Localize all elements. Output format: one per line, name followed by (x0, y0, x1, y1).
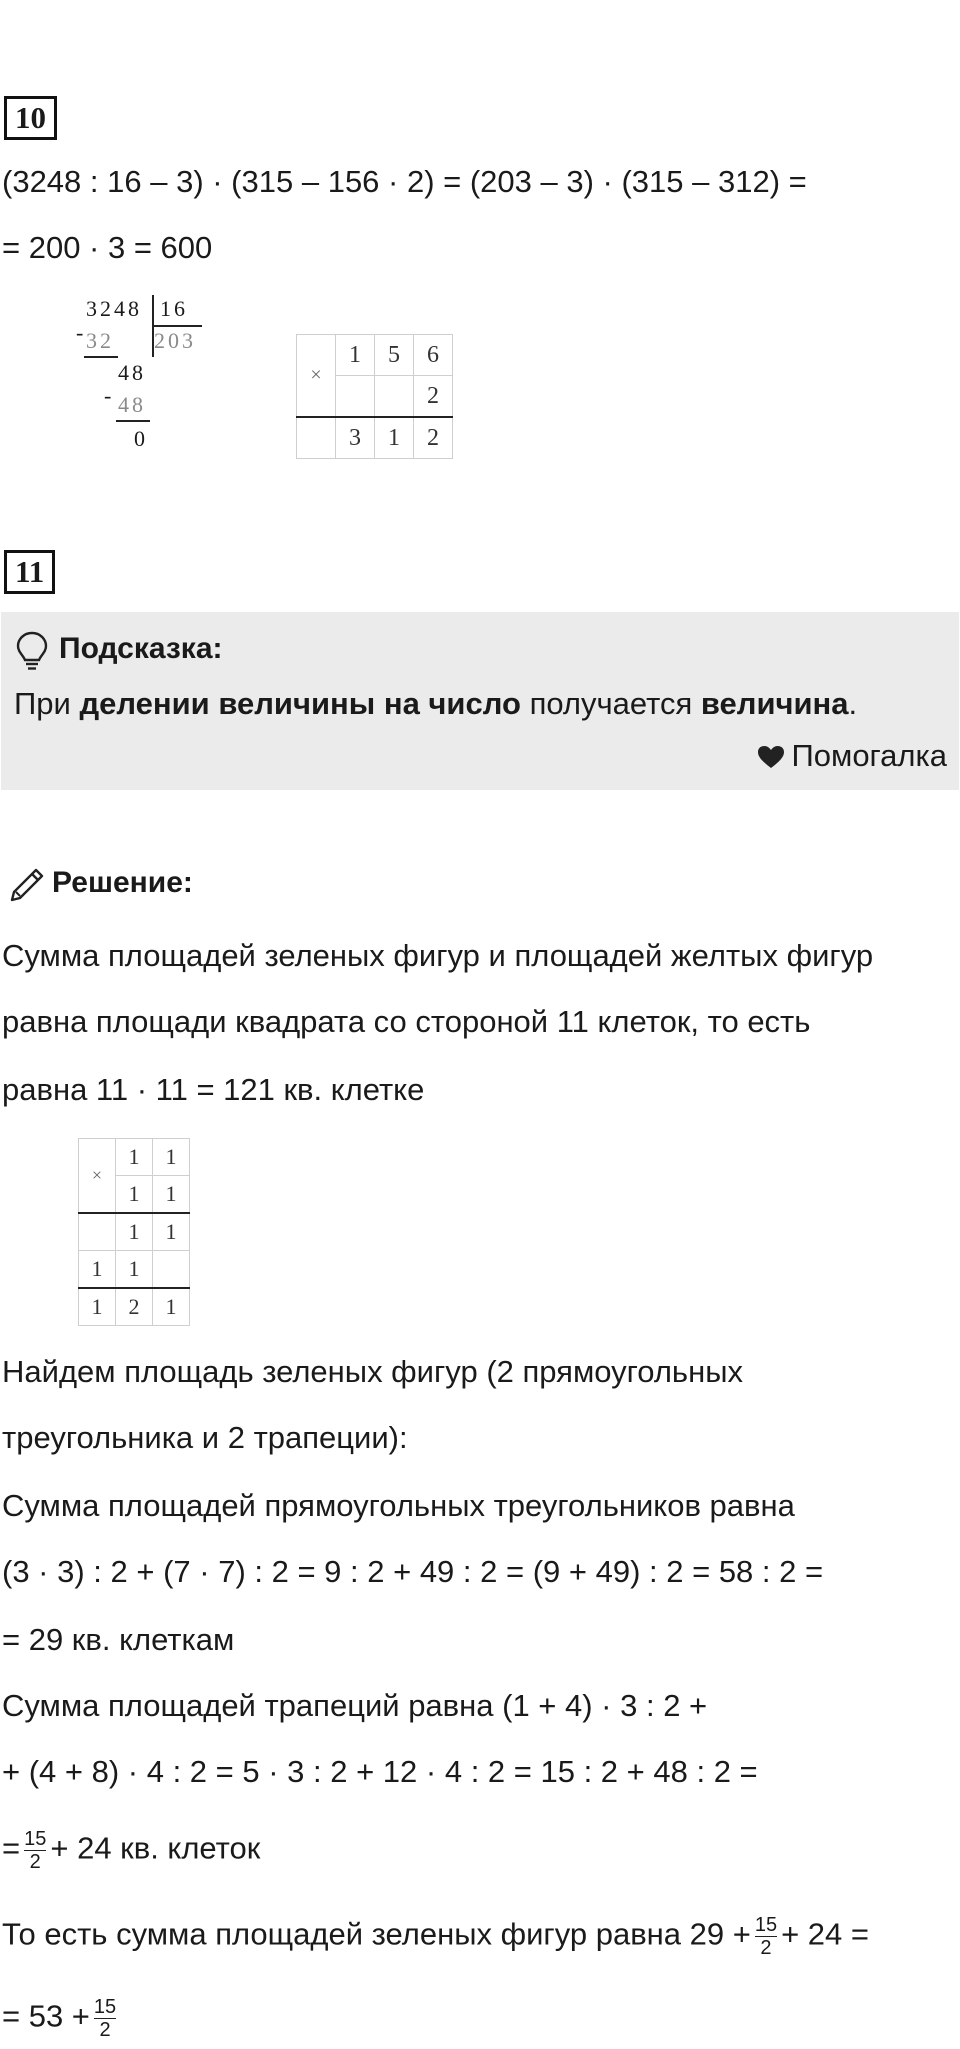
solution-line: Сумма площадей трапеций равна (1 + 4) · 3 : 2 + (2, 1688, 708, 1723)
fraction-denominator: 2 (24, 1850, 46, 1873)
mult-cell (297, 417, 336, 459)
lightbulb-icon (15, 630, 49, 672)
mult-result-cell: 3 (336, 417, 375, 459)
mult-result-cell: 1 (79, 1288, 116, 1326)
fraction-line-2 (2, 1914, 869, 1959)
multiply-sign: × (297, 335, 336, 418)
fraction-line-text: То есть сумма площадей зеленых фигур равна 29 + (2, 1916, 751, 1952)
hint-text-bold: делении величины на число (79, 686, 521, 721)
pencil-icon (6, 862, 50, 906)
mult-cell (153, 1251, 190, 1289)
mult-cell: 1 (116, 1139, 153, 1176)
solution-line: + (4 + 8) · 4 : 2 = 5 · 3 : 2 + 12 · 4 : 2 = 15 : 2 + 48 : 2 = (2, 1754, 758, 1789)
hint-text (14, 686, 857, 722)
division-divisor-underline (152, 325, 202, 327)
division-step2-subtrahend: 48 (118, 392, 146, 417)
mult-result-cell: 1 (153, 1288, 190, 1326)
hint-signature (757, 738, 947, 774)
mult-cell: 2 (414, 376, 453, 418)
division-step2-remainder: 48 (118, 360, 146, 385)
division-dividend: 3248 (86, 296, 142, 321)
mult-cell: 1 (116, 1176, 153, 1214)
mult-cell: 6 (414, 335, 453, 376)
solution-line: Найдем площадь зеленых фигур (2 прямоугольных (2, 1354, 743, 1389)
division-step1-line (84, 356, 118, 358)
hint-text-part: . (848, 686, 858, 721)
mult-cell: 1 (116, 1213, 153, 1251)
mult-result-cell: 1 (375, 417, 414, 459)
hint-box (1, 612, 959, 790)
mult-cell: 1 (336, 335, 375, 376)
multiply-sign: × (79, 1139, 116, 1214)
task-number-11: 11 (4, 550, 55, 594)
mult-result-cell: 2 (116, 1288, 153, 1326)
hint-signature-text: Помогалка (791, 738, 947, 773)
task10-expression-line1: (3248 : 16 – 3) · (315 – 156 · 2) = (203 – 3) · (315 – 312) = (2, 164, 807, 199)
division-remainder: 0 (134, 426, 148, 451)
hint-text-part: При (14, 686, 80, 721)
fraction-numerator: 15 (754, 1914, 778, 1936)
fraction-15-2 (24, 1828, 46, 1873)
solution-line: = 29 кв. клеткам (2, 1622, 235, 1657)
fraction-15-2 (755, 1914, 777, 1959)
mult-result-cell: 2 (414, 417, 453, 459)
fraction-line-text: + 24 = (781, 1916, 870, 1952)
division-divisor: 16 (160, 296, 188, 321)
heart-icon (757, 745, 785, 769)
division-quotient: 203 (154, 328, 196, 353)
mult-cell (375, 376, 414, 418)
solution-line: Сумма площадей зеленых фигур и площадей желтых фигур (2, 938, 874, 973)
mult-cell: 1 (153, 1139, 190, 1176)
solution-title: Решение: (52, 866, 193, 899)
mult-cell: 1 (153, 1176, 190, 1214)
fraction-line-3 (2, 1996, 120, 2041)
solution-line: Сумма площадей прямоугольных треугольников равна (2, 1488, 795, 1523)
mult-cell (79, 1213, 116, 1251)
mult-cell: 1 (116, 1251, 153, 1289)
mult-cell: 1 (153, 1213, 190, 1251)
mult-cell (336, 376, 375, 418)
division-step2-line (116, 420, 150, 422)
solution-line: треугольника и 2 трапеции): (2, 1420, 408, 1455)
fraction-15-2 (94, 1996, 116, 2041)
hint-title: Подсказка: (59, 632, 223, 665)
solution-line: равна площади квадрата со стороной 11 клеток, то есть (2, 1004, 811, 1039)
mult-cell: 1 (79, 1251, 116, 1289)
solution-line: равна 11 · 11 = 121 кв. клетке (2, 1072, 425, 1107)
fraction-line-text: = 53 + (2, 1998, 90, 2034)
division-step1-subtrahend: 32 (86, 328, 114, 353)
mult-cell: 5 (375, 335, 414, 376)
fraction-line-text: + 24 кв. клеток (50, 1830, 261, 1866)
solution-line: (3 · 3) : 2 + (7 · 7) : 2 = 9 : 2 + 49 : 2 = (9 + 49) : 2 = 58 : 2 = (2, 1554, 824, 1589)
hint-text-bold: величина (700, 686, 849, 721)
task10-expression-line2: = 200 · 3 = 600 (2, 230, 213, 265)
multiplication-11x11 (78, 1138, 190, 1326)
division-minus-1: - (76, 320, 87, 345)
fraction-numerator: 15 (93, 1996, 117, 2018)
fraction-denominator: 2 (755, 1936, 777, 1959)
multiplication-156x2 (296, 334, 453, 459)
hint-text-part: получается (520, 686, 701, 721)
fraction-line-1 (2, 1828, 260, 1873)
division-minus-2: - (104, 383, 115, 408)
fraction-denominator: 2 (94, 2018, 116, 2041)
fraction-line-text: = (2, 1830, 21, 1866)
fraction-numerator: 15 (24, 1828, 47, 1850)
task-number-10: 10 (4, 96, 57, 140)
